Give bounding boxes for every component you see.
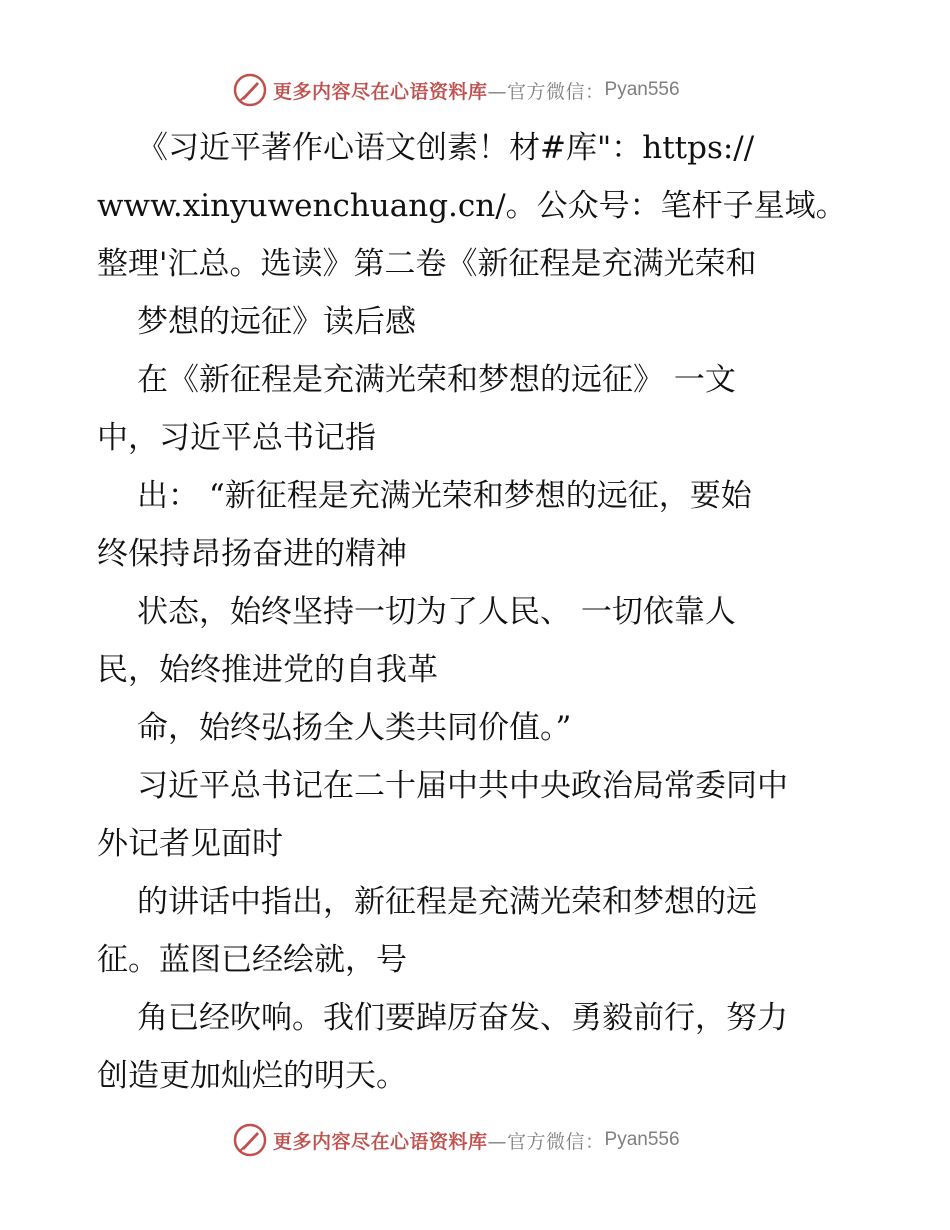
- banner-wechat-handle: Pyan556: [604, 79, 680, 100]
- text-line: 创造更加灿烂的明天。: [97, 1058, 407, 1094]
- text-line: www.xinyuwenchuang.cn/。公众号：笔杆子星域。: [97, 188, 847, 224]
- text-line: 《习近平著作心语文创素！材#库"：https://: [137, 130, 755, 166]
- text-line: 梦想的远征》读后感: [137, 304, 416, 340]
- text-line: 出： “新征程是充满光荣和梦想的远征，要始: [137, 478, 752, 514]
- banner-wechat-label: —官方微信：: [487, 80, 605, 103]
- text-line: 终保持昂扬奋进的精神: [97, 536, 407, 572]
- text-line: 命，始终弘扬全人类共同价值。”: [137, 710, 572, 746]
- text-line: 状态，始终坚持一切为了人民、 一切依靠人: [137, 594, 736, 630]
- header-banner: [233, 70, 680, 110]
- text-line: 角已经吹响。我们要踔厉奋发、勇毅前行，努力: [137, 1000, 788, 1036]
- text-line: 外记者见面时: [97, 826, 283, 862]
- quill-logo-icon: [233, 73, 267, 107]
- text-line: 民，始终推进党的自我革: [97, 652, 438, 688]
- banner-site-name: 更多内容尽在心语资料库: [273, 80, 488, 103]
- banner-wechat-label: —官方微信：: [487, 1130, 605, 1153]
- text-line: 征。蓝图已经绘就，号: [97, 942, 407, 978]
- text-line: 在《新征程是充满光荣和梦想的远征》 一文: [137, 362, 736, 398]
- banner-wechat-handle: Pyan556: [604, 1129, 680, 1150]
- text-line: 整理'汇总。选读》第二卷《新征程是充满光荣和: [97, 246, 757, 282]
- text-line: 习近平总书记在二十届中共中央政治局常委同中: [137, 768, 788, 804]
- text-line: 中，习近平总书记指: [97, 420, 376, 456]
- footer-banner: [233, 1120, 680, 1160]
- banner-site-name: 更多内容尽在心语资料库: [273, 1130, 488, 1153]
- quill-logo-icon: [233, 1123, 267, 1157]
- text-line: 的讲话中指出，新征程是充满光荣和梦想的远: [137, 884, 757, 920]
